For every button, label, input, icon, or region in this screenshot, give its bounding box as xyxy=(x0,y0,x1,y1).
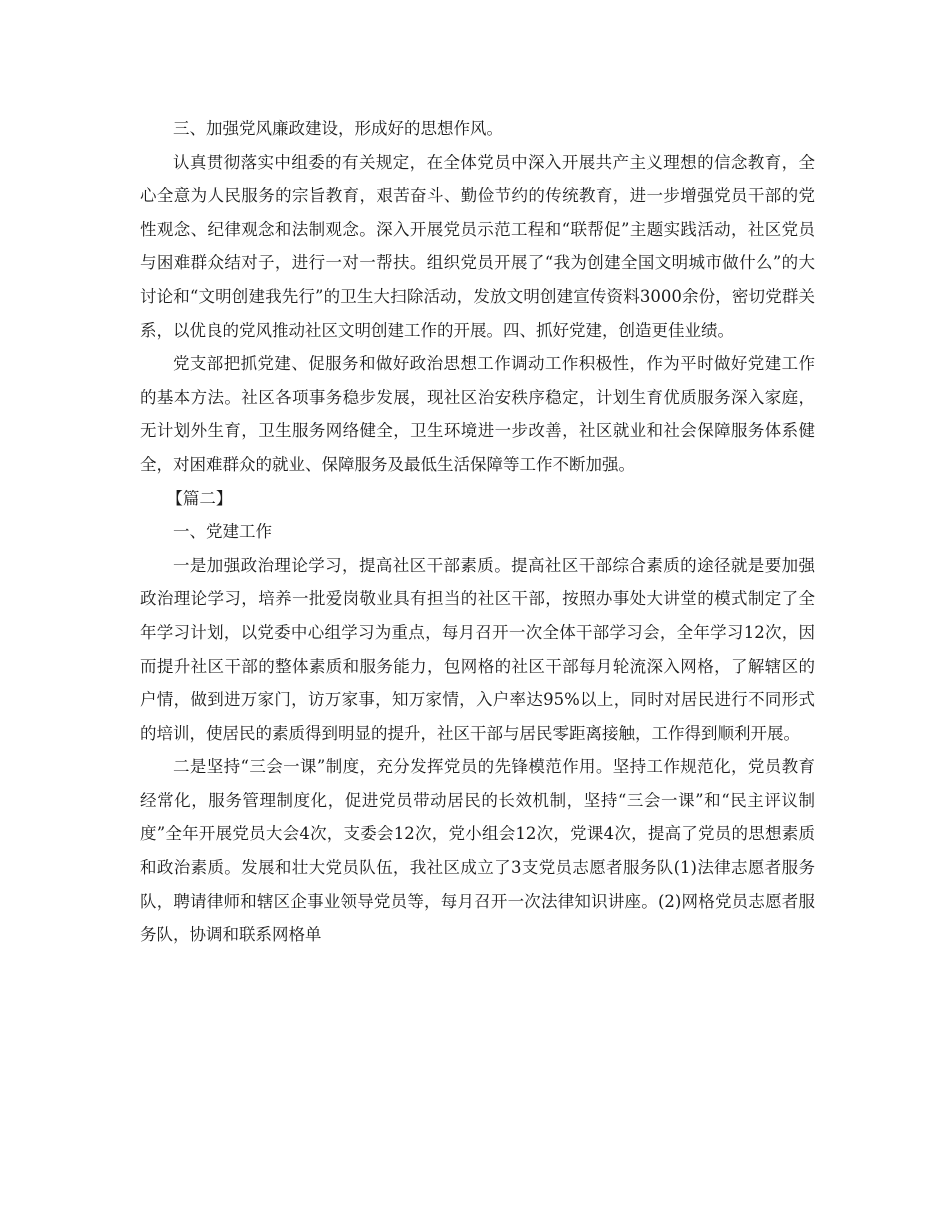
document-body xyxy=(140,112,815,952)
chapter-marker: 【篇二】 xyxy=(166,488,233,508)
paragraph-theory-study: 一是加强政治理论学习，提高社区干部素质。提高社区干部综合素质的途径就是要加强政治理论学习，培养一批爱岗敬业具有担当的社区干部，按照办事处大讲堂的模式制定了全年学习计划，以党委中心组学习为重点，每月召开一次全体干部学习会，全年学习12次，因而提升社区干部的整体素质和服务能力，包网格的社区干部每月轮流深入网格，了解辖区的户情，做到进万家门，访万家事，知万家情，入户率达95%以上，同时对居民进行不同形式的培训，使居民的素质得到明显的提升，社区干部与居民零距离接触，工作得到顺利开展。 xyxy=(140,555,815,743)
section-heading-party-building: 一、党建工作 xyxy=(173,522,272,542)
paragraph-branch-methods: 党支部把抓党建、促服务和做好政治思想工作调动工作积极性，作为平时做好党建工作的基本方法。社区各项事务稳步发展，现社区治安秩序稳定，计划生育优质服务深入家庭，无计划外生育，卫生服务网络健全，卫生环境进一步改善，社区就业和社会保障服务体系健全，对困难群众的就业、保障服务及最低生活保障等工作不断加强。 xyxy=(140,354,815,474)
paragraph-three-meetings: 二是坚持“三会一课”制度，充分发挥党员的先锋模范作用。坚持工作规范化，党员教育经常化，服务管理制度化，促进党员带动居民的长效机制，坚持“三会一课”和“民主评议制度”全年开展党员大会4次，支委会12次，党小组会12次，党课4次，提高了党员的思想素质和政治素质。发展和壮大党员队伍，我社区成立了3支党员志愿者服务队(1)法律志愿者服务队，聘请律师和辖区企事业领导党员等，每月召开一次法律知识讲座。(2)网格党员志愿者服务队，协调和联系网格单 xyxy=(140,757,815,945)
paragraph-education: 认真贯彻落实中组委的有关规定，在全体党员中深入开展共产主义理想的信念教育，全心全意为人民服务的宗旨教育，艰苦奋斗、勤俭节约的传统教育，进一步增强党员干部的党性观念、纪律观念和法制观念。深入开展党员示范工程和“联帮促”主题实践活动，社区党员与困难群众结对子，进行一对一帮扶。组织党员开展了“我为创建全国文明城市做什么”的大讨论和“文明创建我先行”的卫生大扫除活动，发放文明创建宣传资料3000余份，密切党群关系，以优良的党风推动社区文明创建工作的开展。四、抓好党建，创造更佳业绩。 xyxy=(140,152,815,340)
section-heading-party-style: 三、加强党风廉政建设，形成好的思想作风。 xyxy=(173,119,503,138)
